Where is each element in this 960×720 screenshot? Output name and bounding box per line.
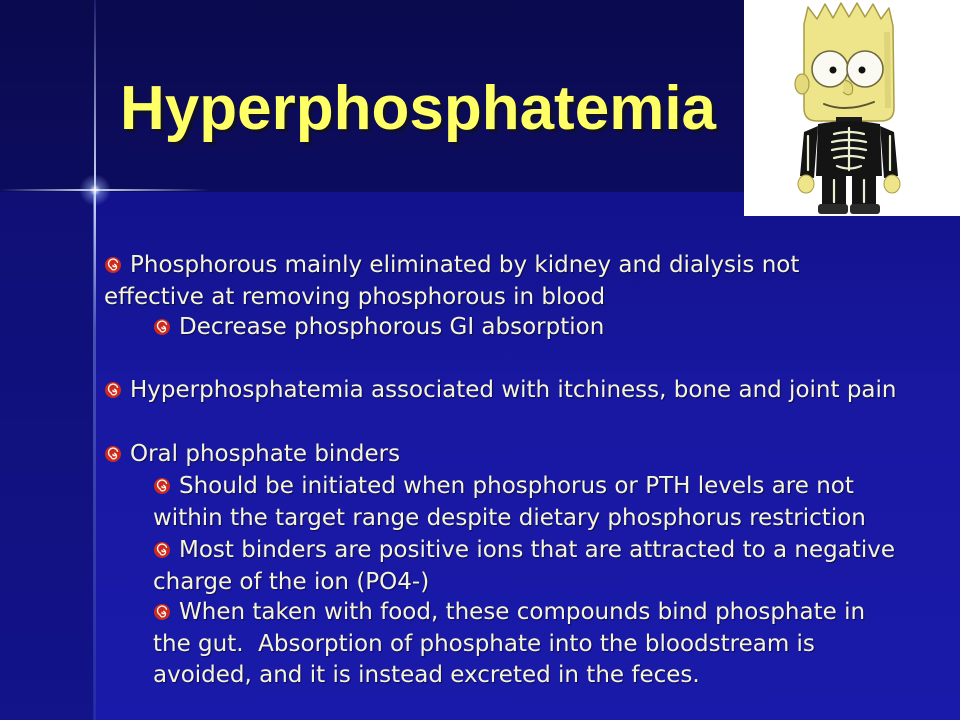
slide-title: Hyperphosphatemia [120, 74, 717, 143]
sub-bullet-item [153, 471, 903, 534]
spiral-bullet-icon [104, 256, 122, 274]
spiral-bullet-icon [104, 445, 122, 463]
spiral-bullet-icon [153, 477, 171, 495]
figure-head [795, 3, 894, 121]
spiral-bullet-icon [153, 541, 171, 559]
figure-skeleton-body [798, 117, 900, 214]
bullet-item [104, 375, 924, 407]
bullet-item [104, 250, 864, 313]
bullet-text: Phosphorous mainly eliminated by kidney and dialysis not effective at removing phosphorous in blood [104, 252, 807, 310]
sub-bullet-text: Most binders are positive ions that are attracted to a negative charge of the ion (PO4-) [153, 537, 903, 595]
sub-bullet-text: Should be initiated when phosphorus or PTH levels are not within the target range despite dietary phosphorus restriction [153, 473, 866, 531]
sub-bullet-item [153, 535, 903, 598]
lens-flare-glow [79, 174, 111, 206]
sub-bullet-item [153, 312, 903, 344]
sub-bullet-text: When taken with food, these compounds bind phosphate in the gut. Absorption of phosphate into the bloodstream is avoided, and it is instead excreted in the feces. [153, 599, 873, 688]
spiral-bullet-icon [104, 381, 122, 399]
skeleton-figure-icon [744, 0, 960, 216]
bullet-text: Oral phosphate binders [130, 441, 401, 467]
figure-image-box [744, 0, 960, 216]
bullet-item [104, 439, 864, 471]
sub-bullet-text: Decrease phosphorous GI absorption [179, 314, 605, 340]
sub-bullet-item [153, 597, 903, 692]
spiral-bullet-icon [153, 318, 171, 336]
bullet-text: Hyperphosphatemia associated with itchiness, bone and joint pain [130, 377, 897, 403]
lens-flare-vertical [94, 0, 96, 330]
spiral-bullet-icon [153, 603, 171, 621]
background-left-strip [0, 192, 94, 720]
